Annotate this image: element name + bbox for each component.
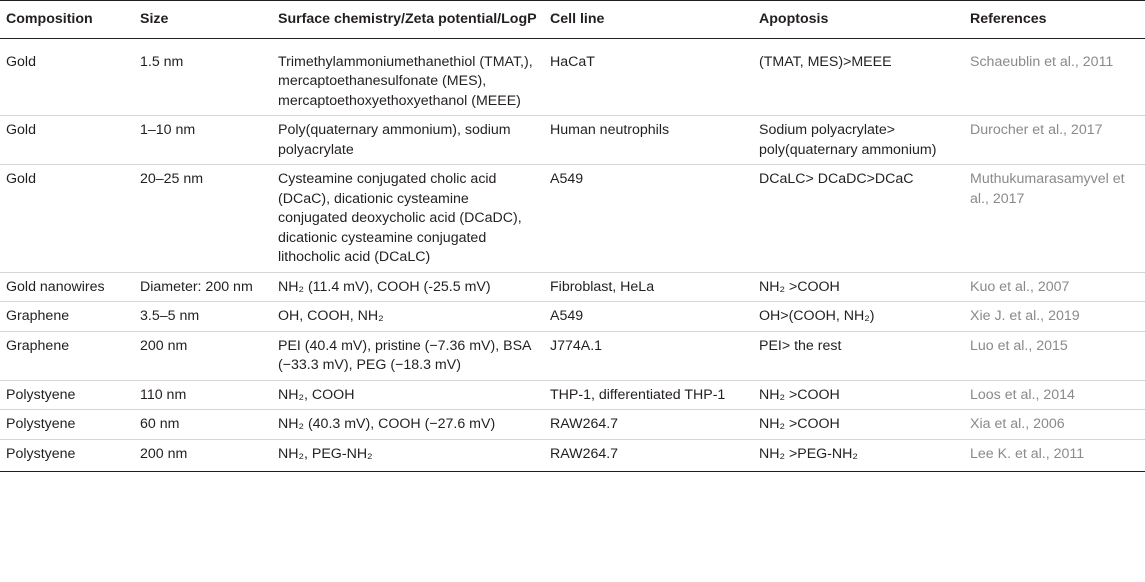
cell-reference: Kuo et al., 2007 (966, 272, 1145, 302)
cell-cell-line: THP-1, differentiated THP-1 (546, 380, 755, 410)
header-cell-line: Cell line (546, 1, 755, 39)
table-header (0, 1, 1145, 39)
cell-reference: Xia et al., 2006 (966, 410, 1145, 440)
header-surface-chemistry: Surface chemistry/Zeta potential/LogP (274, 1, 546, 39)
cell-reference: Muthukumarasamyvel et al., 2017 (966, 165, 1145, 273)
cell-size: 200 nm (136, 331, 274, 380)
cell-composition: Polystyene (0, 439, 136, 472)
table-row (0, 165, 1145, 273)
cell-size: 3.5–5 nm (136, 302, 274, 332)
cell-cell-line: A549 (546, 165, 755, 273)
cell-composition: Polystyene (0, 410, 136, 440)
cell-cell-line: Fibroblast, HeLa (546, 272, 755, 302)
cell-apoptosis: NH₂ >PEG-NH₂ (755, 439, 966, 472)
table-row (0, 38, 1145, 116)
cell-surface-chemistry: NH₂ (40.3 mV), COOH (−27.6 mV) (274, 410, 546, 440)
cell-apoptosis: (TMAT, MES)>MEEE (755, 38, 966, 116)
cell-composition: Gold nanowires (0, 272, 136, 302)
cell-apoptosis: DCaLC> DCaDC>DCaC (755, 165, 966, 273)
cell-reference: Durocher et al., 2017 (966, 116, 1145, 165)
cell-reference: Xie J. et al., 2019 (966, 302, 1145, 332)
cell-composition: Gold (0, 38, 136, 116)
cell-size: 1–10 nm (136, 116, 274, 165)
cell-size: 1.5 nm (136, 38, 274, 116)
cell-surface-chemistry: Cysteamine conjugated cholic acid (DCaC), dicationic cysteamine conjugated deoxycholic acid (DCaDC), dicationic cysteamine conjugated lithocholic acid (DCaLC) (274, 165, 546, 273)
header-size: Size (136, 1, 274, 39)
cell-cell-line: HaCaT (546, 38, 755, 116)
cell-size: 60 nm (136, 410, 274, 440)
cell-size: 20–25 nm (136, 165, 274, 273)
header-composition: Composition (0, 1, 136, 39)
cell-surface-chemistry: Poly(quaternary ammonium), sodium polyacrylate (274, 116, 546, 165)
table-row (0, 302, 1145, 332)
cell-apoptosis: PEI> the rest (755, 331, 966, 380)
cell-size: 110 nm (136, 380, 274, 410)
cell-reference: Schaeublin et al., 2011 (966, 38, 1145, 116)
cell-size: 200 nm (136, 439, 274, 472)
cell-composition: Gold (0, 165, 136, 273)
cell-cell-line: RAW264.7 (546, 410, 755, 440)
cell-size: Diameter: 200 nm (136, 272, 274, 302)
header-references: References (966, 1, 1145, 39)
cell-composition: Gold (0, 116, 136, 165)
cell-composition: Graphene (0, 331, 136, 380)
cell-reference: Luo et al., 2015 (966, 331, 1145, 380)
cell-surface-chemistry: NH₂, COOH (274, 380, 546, 410)
table-row (0, 410, 1145, 440)
cell-composition: Polystyene (0, 380, 136, 410)
header-apoptosis: Apoptosis (755, 1, 966, 39)
table-row (0, 331, 1145, 380)
cell-surface-chemistry: PEI (40.4 mV), pristine (−7.36 mV), BSA (−33.3 mV), PEG (−18.3 mV) (274, 331, 546, 380)
cell-surface-chemistry: Trimethylammoniumethanethiol (TMAT,), mercaptoethanesulfonate (MES), mercaptoethoxyethoxyethanol (MEEE) (274, 38, 546, 116)
cell-apoptosis: NH₂ >COOH (755, 380, 966, 410)
cell-surface-chemistry: NH₂ (11.4 mV), COOH (-25.5 mV) (274, 272, 546, 302)
table-row (0, 439, 1145, 472)
cell-cell-line: J774A.1 (546, 331, 755, 380)
cell-cell-line: A549 (546, 302, 755, 332)
cell-apoptosis: NH₂ >COOH (755, 272, 966, 302)
table-body (0, 38, 1145, 472)
cell-apoptosis: OH>(COOH, NH₂) (755, 302, 966, 332)
table-row (0, 272, 1145, 302)
cell-composition: Graphene (0, 302, 136, 332)
table-row (0, 380, 1145, 410)
cell-cell-line: Human neutrophils (546, 116, 755, 165)
cell-surface-chemistry: OH, COOH, NH₂ (274, 302, 546, 332)
cell-cell-line: RAW264.7 (546, 439, 755, 472)
cell-apoptosis: Sodium polyacrylate> poly(quaternary ammonium) (755, 116, 966, 165)
header-row (0, 1, 1145, 39)
cell-surface-chemistry: NH₂, PEG-NH₂ (274, 439, 546, 472)
table-row (0, 116, 1145, 165)
cell-reference: Loos et al., 2014 (966, 380, 1145, 410)
cell-reference: Lee K. et al., 2011 (966, 439, 1145, 472)
cell-apoptosis: NH₂ >COOH (755, 410, 966, 440)
